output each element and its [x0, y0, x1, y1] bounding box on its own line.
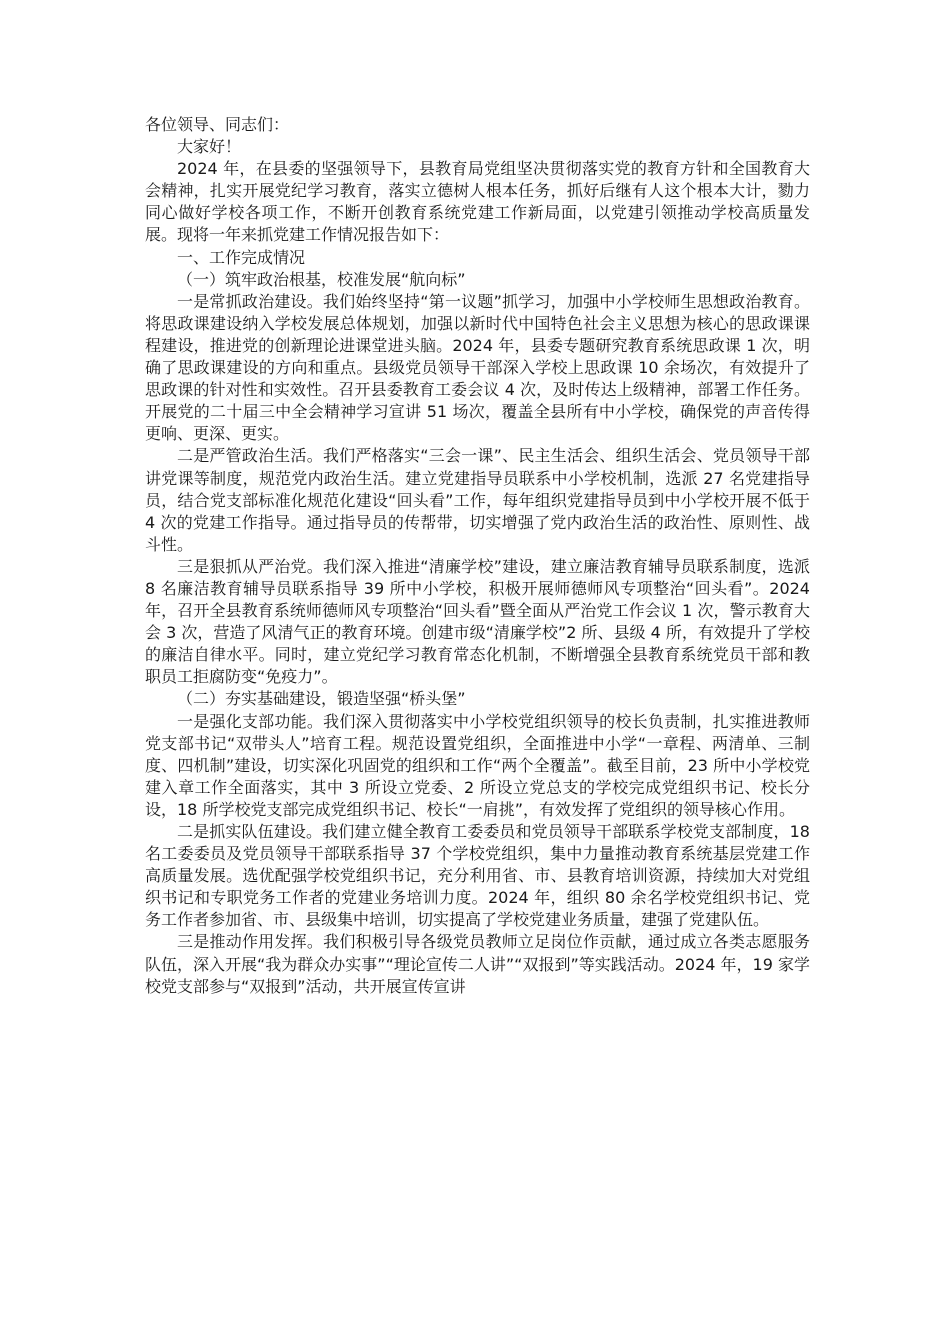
document-body [145, 114, 810, 998]
intro-paragraph: 2024 年，在县委的坚强领导下，县教育局党组坚决贯彻落实党的教育方针和全国教育大会精神，扎实开展党纪学习教育，落实立德树人根本任务，抓好后继有人这个根本大计，勠力同心做好学校各项工作，不断开创教育系统党建工作新局面，以党建引领推动学校高质量发展。现将一年来抓党建工作情况报告如下： [145, 159, 810, 245]
paragraph-team-building: 二是抓实队伍建设。我们建立健全教育工委委员和党员领导干部联系学校党支部制度，18 名工委委员及党员领导干部联系指导 37 个学校党组织，集中力量推动教育系统基层党建工作高质量发展。选优配强学校党组织书记，充分利用省、市、县教育培训资源，持续加大对党组织书记和专职党务工作者的党建业务培训力度。2024 年，组织 80 余名学校党组织书记、党务工作者参加省、市、县级集中培训，切实提高了学校党建业务质量，建强了党建队伍。 [145, 822, 810, 930]
paragraph-branch-function: 一是强化支部功能。我们深入贯彻落实中小学校党组织领导的校长负责制，扎实推进教师党支部书记“双带头人”培育工程。规范设置党组织，全面推进中小学“一章程、两清单、三制度、四机制”建设，切实深化巩固党的组织和工作“两个全覆盖”。截至目前，23 所中小学校党建入章工作全面落实，其中 3 所设立党委、2 所设立党总支的学校完成党组织书记、校长分设，18 所学校党支部完成党组织书记、校长“一肩挑”，有效发挥了党组织的领导核心作用。 [145, 711, 810, 819]
subsection-heading-1: （一）筑牢政治根基，校准发展“航向标” [177, 269, 466, 289]
salutation: 各位领导、同志们： [145, 115, 290, 134]
paragraph-strict-governance: 三是狠抓从严治党。我们深入推进“清廉学校”建设，建立廉洁教育辅导员联系制度，选派 8 名廉洁教育辅导员联系指导 39 所中小学校，积极开展师德师风专项整治“回头看”。2024 年，召开全县教育系统师德师风专项整治“回头看”暨全面从严治党工作会议 1 次，警示教育大会 3 次，营造了风清气正的教育环境。创建市级“清廉学校”2 所、县级 4 所，有效提升了学校的廉洁自律水平。同时，建立党纪学习教育常态化机制，不断增强全县教育系统党员干部和教职员工拒腐防变“免疫力”。 [145, 556, 810, 687]
subsection-heading-2: （二）夯实基础建设，锻造坚强“桥头堡” [177, 689, 466, 709]
paragraph-political-life: 二是严管政治生活。我们严格落实“三会一课”、民主生活会、组织生活会、党员领导干部讲党课等制度，规范党内政治生活。建立党建指导员联系中小学校机制，选派 27 名党建指导员，结合党支部标准化规范化建设“回头看”工作，每年组织党建指导员到中小学校开展不低于 4 次的党建工作指导。通过指导员的传帮带，切实增强了党内政治生活的政治性、原则性、战斗性。 [145, 446, 810, 554]
paragraph-political-construction: 一是常抓政治建设。我们始终坚持“第一议题”抓学习，加强中小学校师生思想政治教育。将思政课建设纳入学校发展总体规划，加强以新时代中国特色社会主义思想为核心的思政课课程建设，推进党的创新理论进课堂进头脑。2024 年，县委专题研究教育系统思政课 1 次，明确了思政课建设的方向和重点。县级党员领导干部深入学校上思政课 10 余场次，有效提升了思政课的针对性和实效性。召开县委教育工委会议 4 次，及时传达上级精神，部署工作任务。开展党的二十届三中全会精神学习宣讲 51 场次，覆盖全县所有中小学校，确保党的声音传得更响、更深、更实。 [145, 291, 810, 444]
section-heading-1: 一、工作完成情况 [177, 247, 306, 267]
paragraph-role-play: 三是推动作用发挥。我们积极引导各级党员教师立足岗位作贡献，通过成立各类志愿服务队伍，深入开展“我为群众办实事”“理论宣传二人讲”“双报到”等实践活动。2024 年，19 家学校党支部参与“双报到”活动，共开展宣传宣讲 [145, 932, 810, 996]
greeting: 大家好！ [177, 137, 242, 157]
